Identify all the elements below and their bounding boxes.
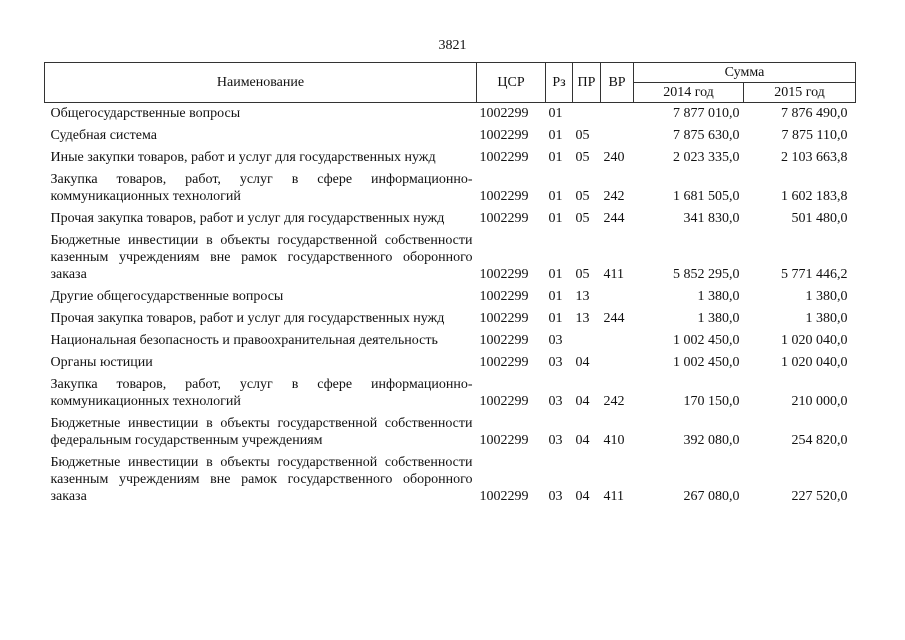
row-vr — [601, 125, 634, 147]
table-row — [45, 286, 856, 308]
row-csr: 1002299 — [479, 311, 529, 326]
row-pr: 13 — [575, 311, 590, 326]
row-csr: 1002299 — [479, 150, 529, 165]
row-vr: 244 — [603, 211, 625, 226]
row-sum-2015: 254 820,0 — [791, 433, 848, 448]
row-pr: 04 — [575, 394, 590, 409]
row-rz: 03 — [548, 333, 563, 348]
row-csr: 1002299 — [479, 211, 529, 226]
row-rz: 01 — [548, 128, 563, 143]
row-pr — [573, 330, 601, 352]
row-name: Органы юстиции — [50, 355, 153, 370]
row-rz: 03 — [548, 394, 563, 409]
row-sum-2015: 501 480,0 — [791, 211, 848, 226]
row-pr: 05 — [575, 128, 590, 143]
row-vr — [601, 330, 634, 352]
row-csr: 1002299 — [479, 128, 529, 143]
row-sum-2014: 7 875 630,0 — [673, 128, 740, 143]
row-vr: 410 — [603, 433, 625, 448]
row-pr — [573, 103, 601, 126]
row-csr: 1002299 — [479, 333, 529, 348]
row-name: Судебная система — [50, 128, 157, 143]
row-csr: 1002299 — [479, 433, 529, 448]
row-name: Бюджетные инвестиции в объекты государственной собственности федеральным государственным учреждениям — [50, 416, 473, 448]
row-rz: 01 — [548, 150, 563, 165]
row-csr: 1002299 — [479, 489, 529, 504]
header-csr: ЦСР — [477, 63, 546, 103]
row-csr: 1002299 — [479, 394, 529, 409]
header-year-2015: 2015 год — [744, 83, 856, 103]
row-sum-2015: 5 771 446,2 — [781, 267, 848, 282]
row-vr — [601, 352, 634, 374]
row-vr — [601, 286, 634, 308]
table-row — [45, 413, 856, 452]
row-sum-2015: 1 020 040,0 — [781, 333, 848, 348]
row-rz: 01 — [548, 289, 563, 304]
table-row — [45, 330, 856, 352]
row-sum-2015: 7 875 110,0 — [781, 128, 848, 143]
row-pr: 05 — [575, 267, 590, 282]
row-pr: 04 — [575, 489, 590, 504]
row-sum-2014: 170 150,0 — [683, 394, 740, 409]
row-sum-2015: 2 103 663,8 — [781, 150, 848, 165]
row-sum-2015: 1 020 040,0 — [781, 355, 848, 370]
table-body — [45, 103, 856, 509]
budget-table — [44, 62, 856, 508]
row-sum-2014: 1 681 505,0 — [673, 189, 740, 204]
row-pr: 04 — [575, 355, 590, 370]
table-row — [45, 208, 856, 230]
row-name: Бюджетные инвестиции в объекты государственной собственности казенным учреждениям вне рамок государственного оборонного заказа — [50, 455, 473, 504]
table-row — [45, 103, 856, 126]
row-rz: 03 — [548, 489, 563, 504]
row-sum-2015: 1 602 183,8 — [781, 189, 848, 204]
row-sum-2015: 210 000,0 — [791, 394, 848, 409]
row-pr: 05 — [575, 150, 590, 165]
header-year-2014: 2014 год — [634, 83, 744, 103]
header-name: Наименование — [45, 63, 477, 103]
row-sum-2014: 1 380,0 — [697, 311, 740, 326]
row-name: Бюджетные инвестиции в объекты государственной собственности казенным учреждениям вне рамок государственного оборонного заказа — [50, 233, 473, 282]
row-pr: 05 — [575, 211, 590, 226]
row-name: Закупка товаров, работ, услуг в сфере информационно-коммуникационных технологий — [50, 377, 473, 409]
row-sum-2014: 5 852 295,0 — [673, 267, 740, 282]
row-vr: 240 — [603, 150, 625, 165]
row-vr: 411 — [603, 267, 624, 282]
page-number: 3821 — [438, 38, 467, 53]
row-name: Закупка товаров, работ, услуг в сфере информационно-коммуникационных технологий — [50, 172, 473, 204]
row-sum-2015: 1 380,0 — [805, 289, 848, 304]
row-sum-2014: 267 080,0 — [683, 489, 740, 504]
row-csr: 1002299 — [479, 355, 529, 370]
row-csr: 1002299 — [479, 106, 529, 121]
table-row — [45, 308, 856, 330]
row-pr: 13 — [575, 289, 590, 304]
table-row — [45, 374, 856, 413]
table-row — [45, 125, 856, 147]
row-sum-2014: 1 380,0 — [697, 289, 740, 304]
row-pr: 05 — [575, 189, 590, 204]
header-vr: ВР — [601, 63, 634, 103]
row-sum-2014: 392 080,0 — [683, 433, 740, 448]
row-rz: 03 — [548, 433, 563, 448]
header-pr: ПР — [573, 63, 601, 103]
table-row — [45, 169, 856, 208]
row-name: Прочая закупка товаров, работ и услуг для государственных нужд — [50, 211, 445, 226]
row-csr: 1002299 — [479, 267, 529, 282]
row-vr — [601, 103, 634, 126]
row-rz: 03 — [548, 355, 563, 370]
row-sum-2014: 341 830,0 — [683, 211, 740, 226]
row-sum-2014: 7 877 010,0 — [673, 106, 740, 121]
row-csr: 1002299 — [479, 289, 529, 304]
row-name: Иные закупки товаров, работ и услуг для государственных нужд — [50, 150, 436, 165]
table-header — [45, 63, 856, 103]
table-row — [45, 452, 856, 508]
table-row — [45, 352, 856, 374]
header-sum: Сумма — [634, 63, 856, 83]
row-vr: 411 — [603, 489, 624, 504]
row-vr: 242 — [603, 189, 625, 204]
table-row — [45, 147, 856, 169]
row-sum-2014: 1 002 450,0 — [673, 333, 740, 348]
row-sum-2015: 7 876 490,0 — [781, 106, 848, 121]
row-sum-2014: 1 002 450,0 — [673, 355, 740, 370]
row-csr: 1002299 — [479, 189, 529, 204]
row-rz: 01 — [548, 267, 563, 282]
row-sum-2015: 1 380,0 — [805, 311, 848, 326]
row-rz: 01 — [548, 311, 563, 326]
row-pr: 04 — [575, 433, 590, 448]
row-rz: 01 — [548, 211, 563, 226]
row-vr: 242 — [603, 394, 625, 409]
header-rz: Рз — [546, 63, 573, 103]
row-rz: 01 — [548, 189, 563, 204]
table-row — [45, 230, 856, 286]
row-name: Национальная безопасность и правоохранительная деятельность — [50, 333, 438, 348]
row-name: Прочая закупка товаров, работ и услуг для государственных нужд — [50, 311, 445, 326]
row-vr: 244 — [603, 311, 625, 326]
row-rz: 01 — [548, 106, 563, 121]
row-sum-2014: 2 023 335,0 — [673, 150, 740, 165]
row-name: Другие общегосударственные вопросы — [50, 289, 284, 304]
row-sum-2015: 227 520,0 — [791, 489, 848, 504]
row-name: Общегосударственные вопросы — [50, 106, 241, 121]
